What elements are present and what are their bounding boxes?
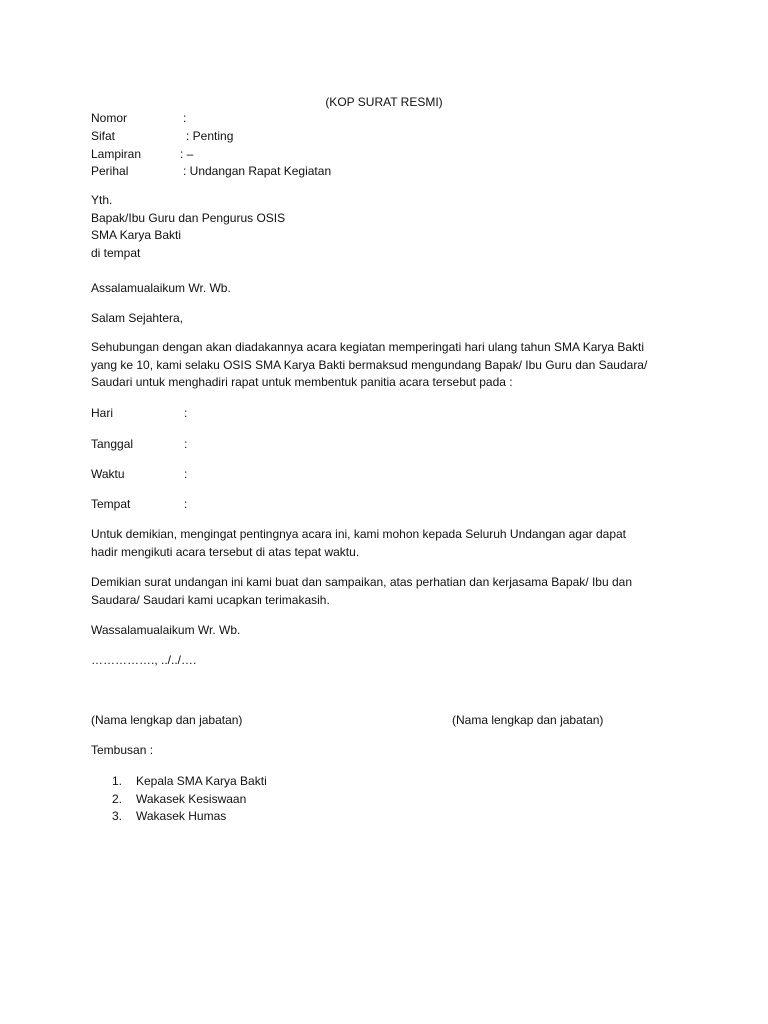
detail-value: :: [184, 497, 188, 511]
cc-text: Wakasek Humas: [136, 809, 227, 823]
intro-line: Saudari untuk menghadiri rapat untuk membentuk panitia acara tersebut pada :: [91, 375, 513, 389]
request-line: hadir mengikuti acara tersebut di atas tepat waktu.: [91, 544, 360, 559]
request-line: Untuk demikian, mengingat pentingnya acara ini, kami mohon kepada Seluruh Undangan agar dapat: [91, 527, 627, 541]
intro-line: yang ke 10, kami selaku OSIS SMA Karya Bakti bermaksud mengundang Bapak/ Ibu Guru dan Saudara/: [91, 357, 648, 372]
detail-value: :: [184, 437, 188, 451]
detail-value: :: [184, 467, 188, 481]
meta-perihal-value: : Undangan Rapat Kegiatan: [183, 164, 332, 178]
meta-nomor-label: Nomor: [91, 111, 128, 125]
recipient-line: SMA Karya Bakti: [91, 228, 182, 242]
recipient-line: Yth.: [91, 193, 113, 207]
intro-paragraph: [91, 339, 681, 392]
closing-line: Saudara/ Saudari kami ucapkan terimakasih.: [91, 592, 330, 607]
meta-lampiran-label: Lampiran: [91, 147, 142, 161]
meta-perihal-label: Perihal: [91, 164, 129, 178]
recipient-line: di tempat: [91, 245, 141, 260]
detail-label: Tanggal: [91, 437, 134, 451]
farewell: Wassalamualaikum Wr. Wb.: [91, 623, 241, 637]
cc-text: Kepala SMA Karya Bakti: [136, 774, 267, 788]
place-date: ……………., ../../….: [91, 653, 197, 667]
signature-left: (Nama lengkap dan jabatan): [91, 713, 243, 727]
letterhead-placeholder: (KOP SURAT RESMI): [325, 95, 443, 109]
meta-nomor-value: :: [183, 111, 187, 125]
cc-number: 1.: [112, 774, 123, 788]
recipient-block: [91, 192, 285, 262]
recipient-line: Bapak/Ibu Guru dan Pengurus OSIS: [91, 210, 286, 225]
meta-sifat-label: Sifat: [91, 129, 116, 143]
request-paragraph: [91, 526, 681, 561]
cc-label: Tembusan :: [91, 743, 154, 757]
detail-label: Waktu: [91, 467, 125, 481]
intro-line: Sehubungan dengan akan diadakannya acara kegiatan memperingati hari ulang tahun SMA Karya Bakti: [91, 340, 645, 354]
detail-label: Hari: [91, 406, 114, 420]
cc-number: 2.: [112, 791, 123, 806]
detail-value: :: [184, 406, 188, 420]
closing-paragraph: [91, 574, 681, 609]
cc-text: Wakasek Kesiswaan: [136, 791, 247, 806]
meta-sifat-value: : Penting: [186, 129, 234, 143]
salutation: Salam Sejahtera,: [91, 311, 184, 325]
meta-lampiran-value: : –: [180, 147, 194, 161]
greeting: Assalamualaikum Wr. Wb.: [91, 281, 231, 295]
cc-number: 3.: [112, 809, 123, 823]
closing-line: Demikian surat undangan ini kami buat dan sampaikan, atas perhatian dan kerjasama Bapak/ Ibu dan: [91, 575, 633, 589]
detail-label: Tempat: [91, 497, 131, 511]
signature-right: (Nama lengkap dan jabatan): [452, 713, 604, 727]
